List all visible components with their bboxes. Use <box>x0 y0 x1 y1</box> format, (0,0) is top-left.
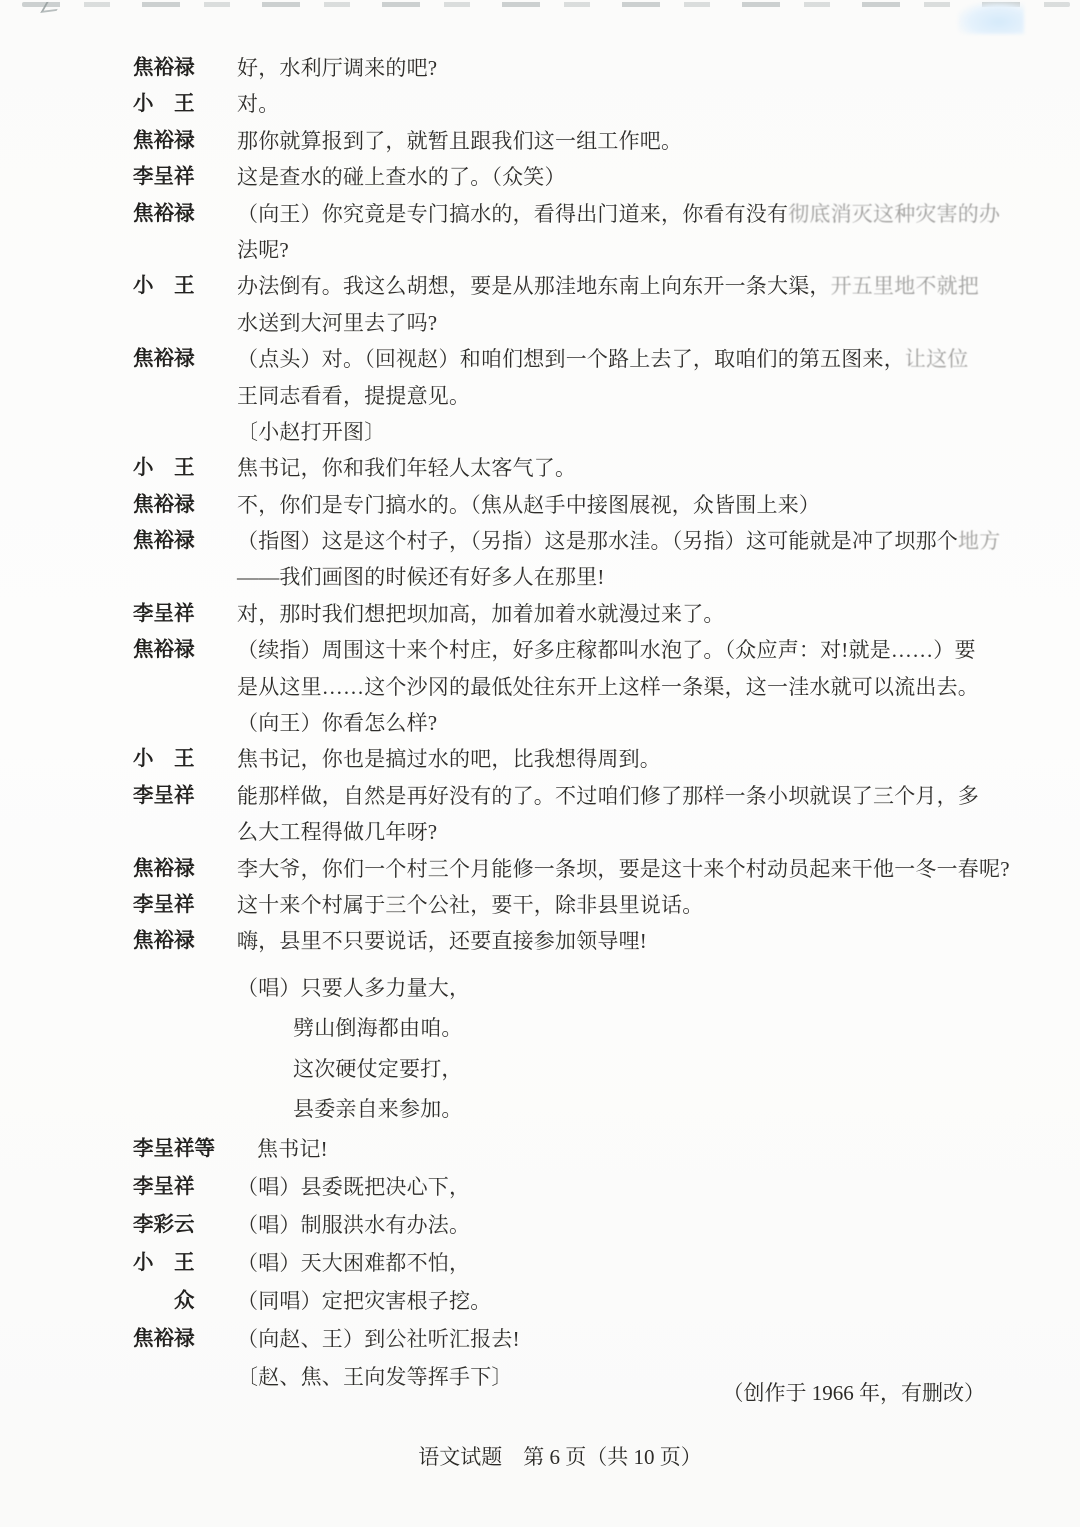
dialogue-text <box>237 851 1010 887</box>
dialogue-main-text: 这十来个村属于三个公社，要干，除非县里说话。 <box>237 892 704 917</box>
script-line <box>133 968 1053 1009</box>
speaker-name <box>133 968 195 1009</box>
dialogue-text <box>237 632 976 668</box>
dialogue-text <box>237 1358 513 1396</box>
dialogue-main-text: 对。 <box>237 92 280 117</box>
script-line <box>133 1049 1053 1090</box>
script-line <box>133 86 1053 122</box>
dialogue-main-text: 〔赵、焦、王向发等挥手下〕 <box>237 1364 513 1389</box>
speaker-name: 焦裕禄 <box>133 638 195 662</box>
script-line <box>133 414 1053 450</box>
speaker-name: 焦裕禄 <box>133 492 195 516</box>
script-line <box>133 268 1053 304</box>
dialogue-text <box>237 414 385 450</box>
speaker-name: 李呈祥 <box>133 1174 195 1198</box>
dialogue-text <box>237 523 1000 559</box>
dialogue-text <box>237 814 437 850</box>
dialogue-text <box>237 1206 470 1244</box>
dialogue-text <box>237 778 979 814</box>
dialogue-text <box>237 1320 520 1358</box>
attribution-note: （创作于 1966 年，有删改） <box>722 1381 985 1405</box>
dialogue-main-text: 焦书记! <box>257 1136 328 1161</box>
dialogue-text <box>237 1282 491 1320</box>
dialogue-text <box>237 1244 470 1282</box>
speaker-name: 小 王 <box>133 1250 195 1274</box>
dialogue-text <box>237 1168 470 1206</box>
dialogue-main-text: 嗨，县里不只要说话，还要直接参加领导哩! <box>237 929 647 954</box>
speaker-name: 焦裕禄 <box>133 856 195 880</box>
dialogue-text <box>237 923 647 959</box>
dialogue-text <box>237 378 470 414</box>
dialogue-text <box>237 487 820 523</box>
dialogue-main-text: 能那样做，自然是再好没有的了。不过咱们修了那样一条小坝就误了三个月，多 <box>237 783 979 808</box>
script-line <box>133 1206 1053 1244</box>
dialogue-text <box>237 196 1000 232</box>
dialogue-text <box>237 741 661 777</box>
dialogue-text <box>237 1008 463 1049</box>
speaker-name: 焦裕禄 <box>133 56 195 79</box>
dialogue-main-text: ——我们画图的时候还有好多人在那里! <box>237 565 605 590</box>
speaker-name <box>133 1358 195 1396</box>
dialogue-main-text: 〔小赵打开图〕 <box>237 419 386 444</box>
script-line <box>133 632 1053 668</box>
script-line <box>133 159 1053 195</box>
script-line <box>133 1130 1053 1168</box>
speaker-name <box>133 705 195 741</box>
dialogue-main-text: （向王）你看怎么样? <box>237 711 438 736</box>
speaker-name <box>133 305 195 341</box>
scan-artifact-top-edge <box>22 2 1070 7</box>
dialogue-text <box>237 123 682 159</box>
dialogue-text <box>237 159 566 195</box>
dialogue-main-text: 对，那时我们想把坝加高，加着加着水就漫过来了。 <box>237 601 725 626</box>
speaker-name: 众 <box>133 1288 195 1312</box>
script-line <box>133 1089 1053 1130</box>
script-line <box>133 50 1053 86</box>
speaker-name: 李呈祥 <box>133 601 195 625</box>
dialogue-text <box>237 305 437 341</box>
dialogue-main-text: （同唱）定把灾害根子挖。 <box>237 1288 492 1313</box>
dialogue-main-text: （唱）县委既把决心下， <box>237 1174 471 1199</box>
script-line <box>133 305 1053 341</box>
dialogue-main-text: 么大工程得做几年呀? <box>237 820 438 845</box>
speaker-name: 小 王 <box>133 92 195 116</box>
dialogue-main-text: 县委亲自来参加。 <box>293 1097 463 1122</box>
dialogue-main-text: 不，你们是专门搞水的。（焦从赵手中接图展视，众皆围上来） <box>237 492 821 517</box>
dialogue-main-text: 是从这里……这个沙冈的最低处往东开上这样一条渠，这一洼水就可以流出去。 <box>237 674 979 699</box>
speaker-name: 小 王 <box>133 747 195 771</box>
script-line <box>133 341 1053 377</box>
play-script-body <box>133 50 1053 1396</box>
script-line <box>133 1244 1053 1282</box>
script-line <box>133 778 1053 814</box>
dialogue-main-text: 这是查水的碰上查水的了。（众笑） <box>237 165 566 190</box>
speaker-name <box>133 1008 195 1049</box>
speaker-name: 焦裕禄 <box>133 929 195 953</box>
dialogue-text <box>237 669 979 705</box>
script-line <box>133 814 1053 850</box>
speaker-name <box>133 669 195 705</box>
speaker-name: 小 王 <box>133 274 195 298</box>
speaker-name: 小 王 <box>133 456 195 480</box>
dialogue-text <box>237 232 289 268</box>
dialogue-main-text: 法呢? <box>237 237 289 262</box>
speaker-name: 李呈祥 <box>133 783 195 807</box>
script-line <box>133 523 1053 559</box>
script-line <box>133 923 1053 959</box>
speaker-name: 焦裕禄 <box>133 128 195 152</box>
dialogue-text <box>237 1089 463 1130</box>
dialogue-main-text: （唱）制服洪水有办法。 <box>237 1212 471 1237</box>
script-line <box>133 705 1053 741</box>
script-line <box>133 487 1053 523</box>
speaker-name <box>133 232 195 268</box>
dialogue-main-text: （指图）这是这个村子，（另指）这是那水洼。（另指）这可能就是冲了坝那个 <box>237 529 958 554</box>
speaker-name <box>133 378 195 414</box>
dialogue-main-text: （向王）你究竟是专门搞水的，看得出门道来，你看有没有 <box>237 201 789 226</box>
speaker-name <box>133 559 195 595</box>
dialogue-main-text: 那你就算报到了，就暂且跟我们这一组工作吧。 <box>237 128 683 153</box>
dialogue-text <box>237 968 470 1009</box>
script-line <box>133 232 1053 268</box>
dialogue-text <box>237 705 437 741</box>
dialogue-main-text: （续指）周围这十来个村庄，好多庄稼都叫水泡了。（众应声：对!就是……）要 <box>237 638 976 663</box>
speaker-name: 李彩云 <box>133 1212 195 1236</box>
script-line <box>133 851 1053 887</box>
script-line <box>133 559 1053 595</box>
dialogue-main-text: 好，水利厅调来的吧? <box>237 56 438 80</box>
speaker-name: 李呈祥 <box>133 892 195 916</box>
dialogue-main-text: 焦书记，你和我们年轻人太客气了。 <box>237 456 577 481</box>
dialogue-main-text: 劈山倒海都由咱。 <box>293 1016 463 1041</box>
script-line <box>133 1168 1053 1206</box>
dialogue-text <box>237 1049 463 1090</box>
dialogue-text <box>257 1130 328 1168</box>
speaker-name: 焦裕禄 <box>133 1326 195 1350</box>
dialogue-text <box>237 450 576 486</box>
dialogue-main-text: 这次硬仗定要打， <box>293 1056 463 1081</box>
dialogue-faded-text: 让这位 <box>904 347 969 372</box>
speaker-name <box>133 414 195 450</box>
script-line <box>133 378 1053 414</box>
dialogue-text <box>237 86 279 122</box>
script-line <box>133 450 1053 486</box>
dialogue-faded-text: 地方 <box>958 529 1001 554</box>
dialogue-main-text: 水送到大河里去了吗? <box>237 310 438 335</box>
dialogue-text <box>237 559 605 595</box>
speaker-name: 焦裕禄 <box>133 347 195 371</box>
speaker-name <box>133 1089 195 1130</box>
dialogue-main-text: （唱）只要人多力量大， <box>237 975 471 1000</box>
speaker-name: 焦裕禄 <box>133 529 195 553</box>
dialogue-text <box>237 341 969 377</box>
script-line <box>133 123 1053 159</box>
speaker-name: 李呈祥等 <box>133 1136 215 1160</box>
page-footer: 语文试题 第 6 页（共 10 页） <box>418 1445 702 1469</box>
script-line <box>133 887 1053 923</box>
dialogue-main-text: 王同志看看，提提意见。 <box>237 383 471 408</box>
script-line <box>133 596 1053 632</box>
dialogue-text <box>237 50 437 86</box>
dialogue-main-text: （向赵、王）到公社听汇报去! <box>237 1326 520 1351</box>
script-line <box>133 1008 1053 1049</box>
script-line <box>133 669 1053 705</box>
dialogue-main-text: （点头）对。（回视赵）和咱们想到一个路上去了，取咱们的第五图来， <box>237 347 905 372</box>
script-line <box>133 1320 1053 1358</box>
dialogue-text <box>237 596 725 632</box>
speaker-name <box>133 1049 195 1090</box>
dialogue-faded-text: 开五里地不就把 <box>830 274 980 299</box>
dialogue-main-text: （唱）天大困难都不怕， <box>237 1250 471 1275</box>
dialogue-main-text: 焦书记，你也是搞过水的吧，比我想得周到。 <box>237 747 661 772</box>
speaker-name: 焦裕禄 <box>133 201 195 225</box>
dialogue-main-text: 办法倒有。我这么胡想，要是从那洼地东南上向东开一条大渠， <box>237 274 831 299</box>
dialogue-main-text: 李大爷，你们一个村三个月能修一条坝，要是这十来个村动员起来干他一冬一春呢? <box>237 856 1010 881</box>
speaker-name <box>133 814 195 850</box>
dialogue-text <box>237 268 979 304</box>
scan-artifact-blue-smudge <box>958 2 1024 34</box>
script-line <box>133 1282 1053 1320</box>
speaker-name: 李呈祥 <box>133 165 195 189</box>
dialogue-text <box>237 887 703 923</box>
script-line <box>133 196 1053 232</box>
dialogue-faded-text: 彻底消灭这种灾害的办 <box>788 201 1001 226</box>
script-line <box>133 741 1053 777</box>
